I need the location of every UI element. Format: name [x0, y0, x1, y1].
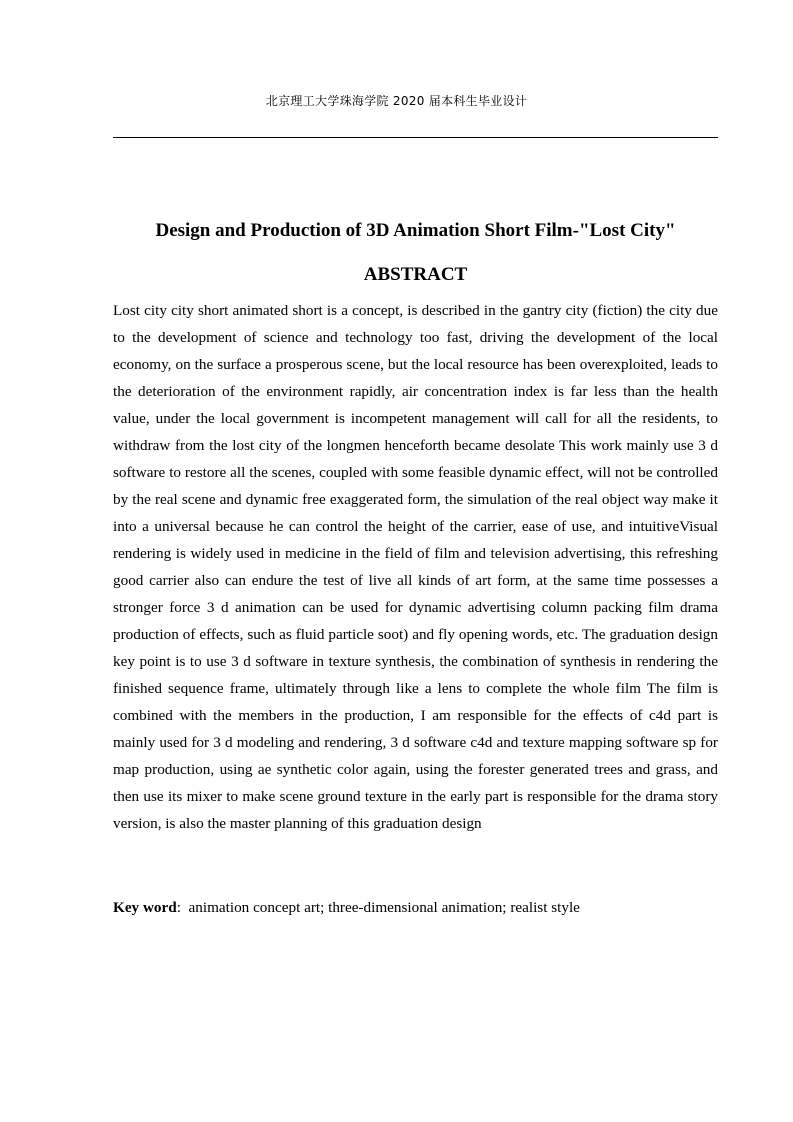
- keywords-value: animation concept art; three-dimensional animation; realist style: [188, 899, 580, 916]
- keywords-separator: :: [176, 899, 181, 916]
- abstract-body: Lost city city short animated short is a concept, is described in the gantry city (fiction) the city due to the development of science and technology too fast, driving the development of the local economy, on the surface a prosperous scene, but the local resource has been overexploited, leads to the deterioration of the environment rapidly, air concentration index is far less than the health value, under the local government is incompetent management will call for all the residents, to withdraw from the lost city of the longmen henceforth became desolate This work mainly use 3 d software to restore all the scenes, coupled with some feasible dynamic effect, will not be controlled by the real scene and dynamic free exaggerated form, the simulation of the real object way make it into a universal because he can control the height of the carrier, ease of use, and intuitiveVisual rendering is widely used in medicine in the field of film and television advertising, this refreshing good carrier also can endure the test of live all kinds of art form, at the same time possesses a stronger force 3 d animation can be used for dynamic advertising column packing film drama production of effects, such as fluid particle soot) and fly opening words, etc. The graduation design key point is to use 3 d software in texture synthesis, the combination of synthesis in rendering the finished sequence frame, ultimately through like a lens to complete the whole film The film is combined with the members in the production, I am responsible for the effects of c4d part is mainly used for 3 d modeling and rendering, 3 d software c4d and texture mapping software sp for map production, using ae synthetic color again, using the forester generated trees and grass, and then use its mixer to make scene ground texture in the early part is responsible for the drama story version, is also the master planning of this graduation design: [113, 302, 718, 832]
- abstract-heading: ABSTRACT: [363, 264, 468, 285]
- keywords-line: [113, 894, 718, 921]
- thesis-title: Design and Production of 3D Animation Short Film-"Lost City": [155, 220, 676, 241]
- header-divider: [113, 137, 718, 138]
- page-header: 北京理工大学珠海学院 2020 届本科生毕业设计: [265, 94, 528, 108]
- keywords-label: Key word: [113, 899, 177, 916]
